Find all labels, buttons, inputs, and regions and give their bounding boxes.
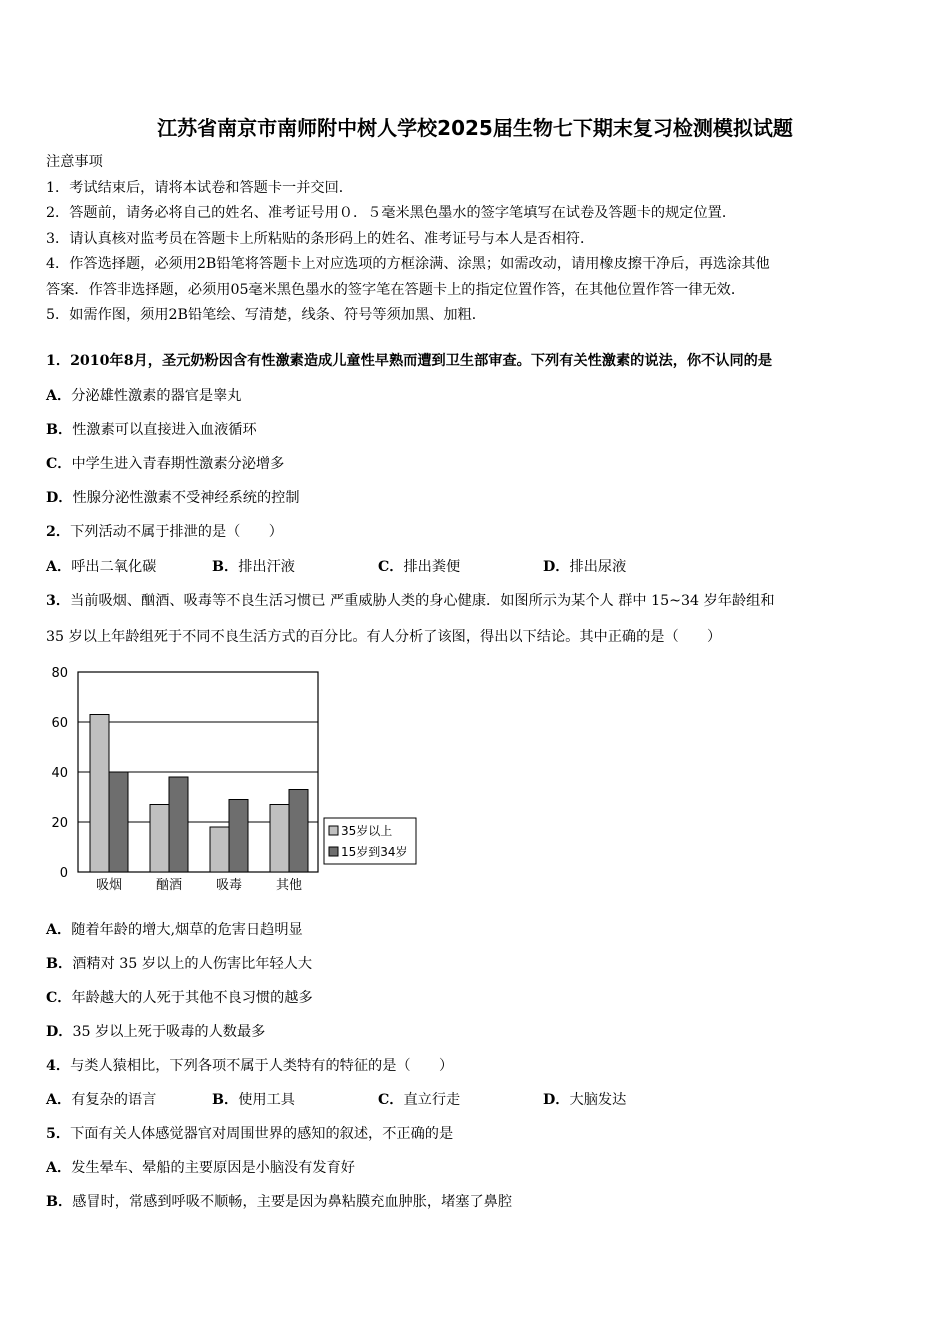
x-tick-label: 酗酒 [155,878,183,893]
q1-option-a[interactable]: A．分泌雄性激素的器官是睾丸 [46,388,242,404]
note-item: 1．考试结束后，请将本试卷和答题卡一并交回． [46,179,353,196]
q2-stem: 2．下列活动不属于排泄的是（ ） [46,524,283,540]
note-item: 3．请认真核对监考员在答题卡上所粘贴的条形码上的姓名、准考证号与本人是否相符． [46,230,595,247]
q3-option-a[interactable]: A．随着年龄的增大,烟草的危害日趋明显 [46,922,303,938]
chart-bars [90,715,308,873]
y-tick-label: 0 [59,866,68,881]
notes-heading: 注意事项 [46,154,103,170]
legend-swatch [329,847,338,856]
note-item: 5．如需作图，须用2B铅笔绘、写清楚，线条、符号等须加黑、加粗． [46,307,486,323]
q4-option-c[interactable]: C．直立行走 [378,1092,461,1108]
legend-label: 15岁到34岁 [341,845,408,859]
q2-option-b[interactable]: B．排出汗液 [212,559,295,575]
q1-option-d[interactable]: D．性腺分泌性激素不受神经系统的控制 [46,490,300,506]
legend-swatch [329,826,338,835]
notes-section [46,150,906,329]
q2-option-d[interactable]: D．排出尿液 [543,559,627,575]
bar [210,827,229,872]
q5-option-b[interactable]: B．感冒时，常感到呼吸不顺畅，主要是因为鼻粘膜充血肿胀，堵塞了鼻腔 [46,1194,513,1210]
q1-stem: 1．2010年8月，圣元奶粉因含有性激素造成儿童性早熟而遭到卫生部审查。下列有关性激素的说法，你不认同的是 [46,353,773,369]
q2-option-c[interactable]: C．排出粪便 [378,559,461,575]
bar [169,777,188,872]
x-tick-label: 吸烟 [95,878,123,893]
chart-x-ticks [96,877,302,893]
bar [90,715,109,873]
q1-option-b[interactable]: B．性激素可以直接进入血液循环 [46,422,257,438]
chart-legend [324,818,416,864]
bar [289,790,308,873]
q4-stem: 4．与类人猿相比，下列各项不属于人类特有的特征的是（ ） [46,1058,454,1074]
q3-option-b[interactable]: B．酒精对 35 岁以上的人伤害比年轻人大 [46,956,313,972]
q5-option-a[interactable]: A．发生晕车、晕船的主要原因是小脑没有发育好 [46,1160,355,1176]
note-item: 2．答题前，请务必将自己的姓名、准考证号用０．５毫米黑色墨水的签字笔填写在试卷及答题卡的规定位置． [46,205,737,221]
bar-chart [40,660,420,900]
bar [109,772,128,872]
bar [150,805,169,873]
x-tick-label: 吸毒 [215,878,243,893]
y-tick-label: 40 [51,766,68,781]
q2-option-a[interactable]: A．呼出二氧化碳 [46,559,157,575]
y-tick-label: 80 [51,666,68,681]
y-tick-label: 20 [51,816,68,831]
q5-stem: 5．下面有关人体感觉器官对周围世界的感知的叙述，不正确的是 [46,1126,454,1142]
legend-label: 35岁以上 [341,824,393,838]
bar [270,805,289,873]
q3-stem-line2: 35 岁以上年龄组死于不同不良生活方式的百分比。有人分析了该图，得出以下结论。其中正确的是（ ） [46,629,722,645]
page-title: 江苏省南京市南师附中树人学校2025届生物七下期末复习检测模拟试题 [157,116,793,140]
q4-option-b[interactable]: B．使用工具 [212,1092,295,1108]
x-tick-label: 其他 [275,878,303,893]
q1-option-c[interactable]: C．中学生进入青春期性激素分泌增多 [46,456,285,472]
q4-option-a[interactable]: A．有复杂的语言 [46,1092,157,1108]
note-item: 4．作答选择题，必须用2B铅笔将答题卡上对应选项的方框涂满、涂黑；如需改动，请用橡皮擦干净后，再选涂其他 [46,256,770,272]
q3-option-c[interactable]: C．年龄越大的人死于其他不良习惯的越多 [46,990,313,1006]
q3-stem-line1: 3．当前吸烟、酗酒、吸毒等不良生活习惯已 严重威胁人类的身心健康．如图所示为某个人 群中 15~34 岁年龄组和 [46,593,775,609]
chart-y-ticks [51,666,68,881]
bar [229,800,248,873]
note-item: 答案．作答非选择题，必须用05毫米黑色墨水的签字笔在答题卡上的指定位置作答，在其他位置作答一律无效． [46,281,746,298]
y-tick-label: 60 [51,716,68,731]
q4-option-d[interactable]: D．大脑发达 [543,1092,627,1108]
q3-option-d[interactable]: D．35 岁以上死于吸毒的人数最多 [46,1024,266,1040]
